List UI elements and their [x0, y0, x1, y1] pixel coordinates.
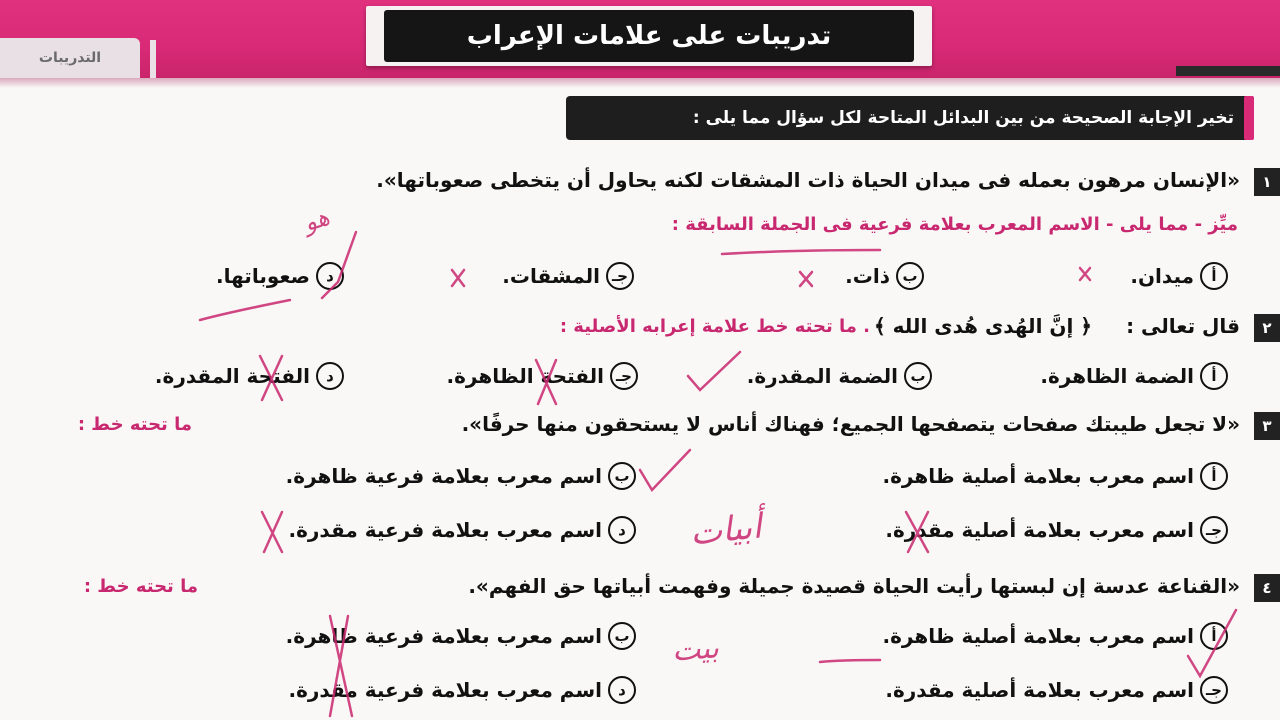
pen-check: [688, 352, 740, 390]
option-a[interactable]: [883, 462, 1228, 490]
question-number: ٤: [1254, 574, 1280, 602]
section-tab[interactable]: التدريبات: [0, 38, 140, 78]
pen-underline: [200, 300, 290, 320]
option-b[interactable]: [845, 262, 924, 290]
option-letter: أ: [1200, 262, 1228, 290]
option-text: اسم معرب بعلامة فرعية مقدرة.: [288, 678, 602, 702]
option-text: اسم معرب بعلامة أصلية ظاهرة.: [882, 624, 1194, 648]
handwritten-note: بيت: [670, 630, 721, 669]
pen-underline: [722, 250, 880, 254]
question-prompt: ما تحته خط :: [77, 414, 192, 435]
question-text: «القناعة عدسة إن لبستها رأيت الحياة قصيدة جميلة وفهمت أبياتها حق الفهم».: [468, 574, 1240, 598]
option-b[interactable]: [747, 362, 932, 390]
option-letter: ب: [904, 362, 932, 390]
question-prompt: ميِّز - مما يلى - الاسم المعرب بعلامة فرعية فى الجملة السابقة :: [671, 214, 1238, 235]
option-text: اسم معرب بعلامة أصلية ظاهرة.: [882, 464, 1194, 488]
option-text: ميدان.: [1130, 264, 1194, 288]
option-text: اسم معرب بعلامة أصلية مقدرة.: [885, 518, 1194, 542]
question-lead: قال تعالى :: [1126, 314, 1240, 338]
instruction-banner: تخير الإجابة الصحيحة من بين البدائل المتاحة لكل سؤال مما يلى :: [566, 96, 1254, 140]
option-letter: أ: [1200, 622, 1228, 650]
option-c[interactable]: [885, 516, 1228, 544]
question-text: «الإنسان مرهون بعمله فى ميدان الحياة ذات المشقات لكنه يحاول أن يتخطى صعوباتها».: [376, 168, 1240, 192]
option-letter: ب: [896, 262, 924, 290]
option-text: اسم معرب بعلامة أصلية مقدرة.: [885, 678, 1194, 702]
option-c[interactable]: [885, 676, 1228, 704]
pen-cross: [1080, 268, 1090, 280]
option-letter: جـ: [1200, 676, 1228, 704]
option-letter: جـ: [610, 362, 638, 390]
instruction-accent: [1244, 96, 1254, 140]
option-a[interactable]: [1130, 262, 1228, 290]
option-d[interactable]: [216, 262, 344, 290]
option-text: الضمة المقدرة.: [746, 364, 898, 388]
option-letter: د: [608, 676, 636, 704]
question-prompt: ما تحته خط :: [83, 576, 198, 597]
option-letter: أ: [1200, 462, 1228, 490]
handwritten-note: هو: [300, 202, 333, 238]
option-letter: جـ: [1200, 516, 1228, 544]
option-text: اسم معرب بعلامة فرعية ظاهرة.: [285, 464, 602, 488]
question-prompt: . ما تحته خط علامة إعرابه الأصلية :: [559, 316, 870, 337]
option-b[interactable]: [286, 462, 636, 490]
header-rule: [1176, 66, 1280, 76]
handwritten-note: أبيات: [688, 506, 764, 554]
option-d[interactable]: [288, 516, 636, 544]
option-a[interactable]: [883, 622, 1228, 650]
question-quote: ﴿ إنَّ الهُدى هُدى الله ﴾: [873, 314, 1092, 338]
option-text: ذات.: [845, 264, 890, 288]
option-c[interactable]: [447, 362, 639, 390]
page-title: تدريبات على علامات الإعراب: [384, 10, 914, 62]
option-c[interactable]: [502, 262, 634, 290]
option-letter: د: [316, 362, 344, 390]
option-text: الفتحة المقدرة.: [154, 364, 310, 388]
option-letter: ب: [608, 622, 636, 650]
question-number: ١: [1254, 168, 1280, 196]
option-text: اسم معرب بعلامة فرعية مقدرة.: [288, 518, 602, 542]
pen-underline: [820, 660, 880, 662]
option-letter: د: [316, 262, 344, 290]
header-shadow: [0, 78, 1280, 88]
option-letter: د: [608, 516, 636, 544]
pen-cross: [452, 270, 464, 286]
option-d[interactable]: [155, 362, 344, 390]
question-number: ٢: [1254, 314, 1280, 342]
pen-cross: [800, 272, 812, 286]
pen-check: [640, 450, 690, 490]
option-b[interactable]: [286, 622, 636, 650]
question-number: ٣: [1254, 412, 1280, 440]
option-letter: جـ: [606, 262, 634, 290]
option-text: الفتحة الظاهرة.: [446, 364, 604, 388]
section-tab-divider: [150, 40, 156, 78]
option-text: اسم معرب بعلامة فرعية ظاهرة.: [285, 624, 602, 648]
option-letter: ب: [608, 462, 636, 490]
option-text: الضمة الظاهرة.: [1040, 364, 1194, 388]
question-text: «لا تجعل طيبتك صفحات يتصفحها الجميع؛ فهناك أناس لا يستحقون منها حرفًا».: [461, 412, 1240, 436]
pen-cross: [262, 512, 282, 552]
option-d[interactable]: [288, 676, 636, 704]
option-letter: أ: [1200, 362, 1228, 390]
option-a[interactable]: [1040, 362, 1228, 390]
option-text: صعوباتها.: [216, 264, 310, 288]
option-text: المشقات.: [502, 264, 600, 288]
